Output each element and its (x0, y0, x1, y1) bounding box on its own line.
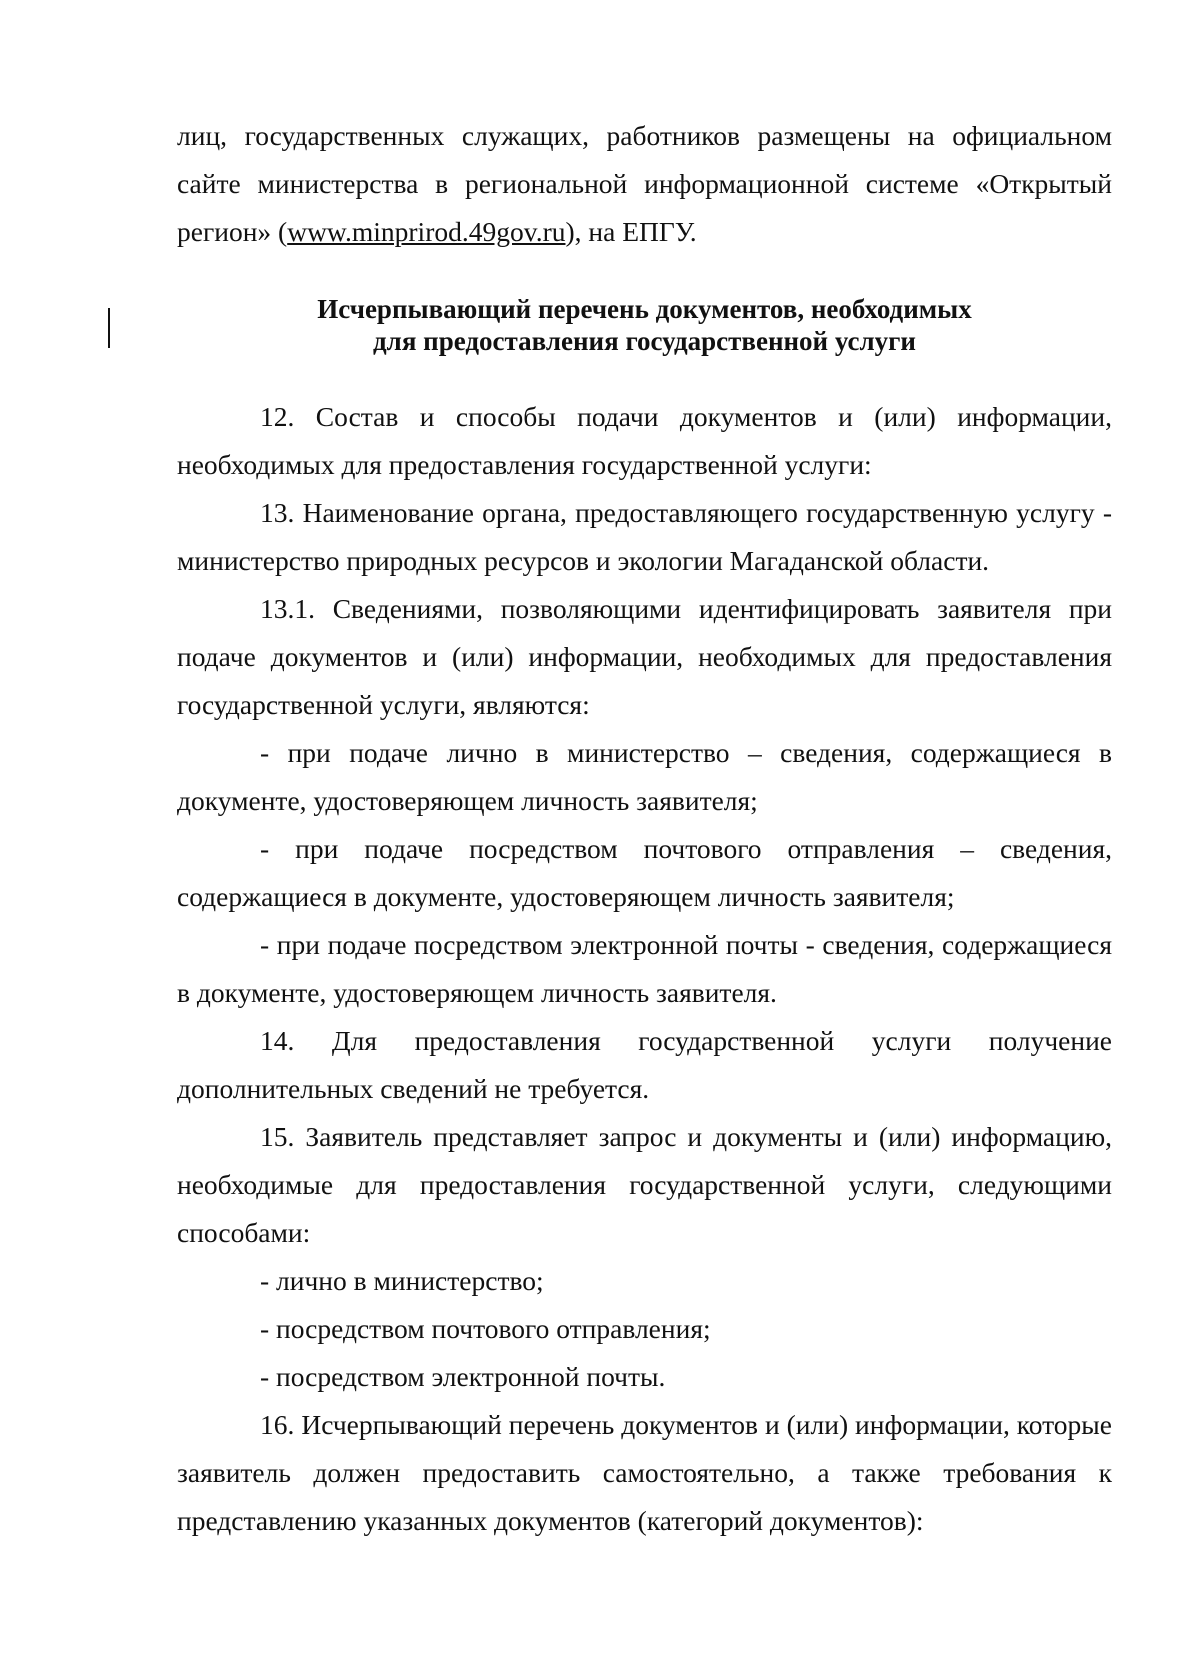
intro-paragraph (177, 112, 1112, 256)
paragraph-15-list-item: - лично в министерство; (260, 1265, 544, 1296)
intro-text-after-url: ), на ЕПГУ. (565, 216, 697, 247)
margin-change-bar (108, 308, 110, 348)
paragraph-15-list-item: - посредством почтового отправления; (260, 1313, 711, 1344)
section-heading-line-2: для предоставления государственной услуги (373, 326, 916, 356)
section-heading-line-1: Исчерпывающий перечень документов, необходимых (317, 294, 972, 324)
paragraph-15-list-item: - посредством электронной почты. (260, 1361, 666, 1392)
paragraph-13-1-item-personal: - при подаче лично в министерство – сведения, содержащиеся в документе, удостоверяющем личность заявителя; (177, 737, 1112, 816)
website-link[interactable]: www.minprirod.49gov.ru (287, 216, 566, 247)
paragraph-14: 14. Для предоставления государственной услуги получение дополнительных сведений не требуется. (177, 1025, 1112, 1104)
paragraph-13-1-item-post: - при подаче посредством почтового отправления – сведения, содержащиеся в документе, удостоверяющем личность заявителя; (177, 833, 1112, 912)
paragraph-12: 12. Состав и способы подачи документов и (или) информации, необходимых для предоставления государственной услуги: (177, 401, 1112, 480)
paragraph-16: 16. Исчерпывающий перечень документов и (или) информации, которые заявитель должен предоставить самостоятельно, а также требования к представлению указанных документов (категорий документов): (177, 1409, 1112, 1536)
paragraph-13-1-item-email: - при подаче посредством электронной почты - сведения, содержащиеся в документе, удостоверяющем личность заявителя. (177, 929, 1112, 1008)
document-body (177, 112, 1112, 1545)
paragraph-13: 13. Наименование органа, предоставляющего государственную услугу - министерство природных ресурсов и экологии Магаданской области. (177, 497, 1112, 576)
paragraph-13-1: 13.1. Сведениями, позволяющими идентифицировать заявителя при подаче документов и (или) информации, необходимых для предоставления государственной услуги, являются: (177, 593, 1112, 720)
paragraph-15: 15. Заявитель представляет запрос и документы и (или) информацию, необходимые для предоставления государственной услуги, следующими способами: (177, 1121, 1112, 1248)
intro-text-before-url: лиц, государственных служащих, работников размещены на официальном сайте министерства в региональной информационной системе «Открытый регион» ( (177, 120, 1112, 247)
section-heading (177, 293, 1112, 357)
